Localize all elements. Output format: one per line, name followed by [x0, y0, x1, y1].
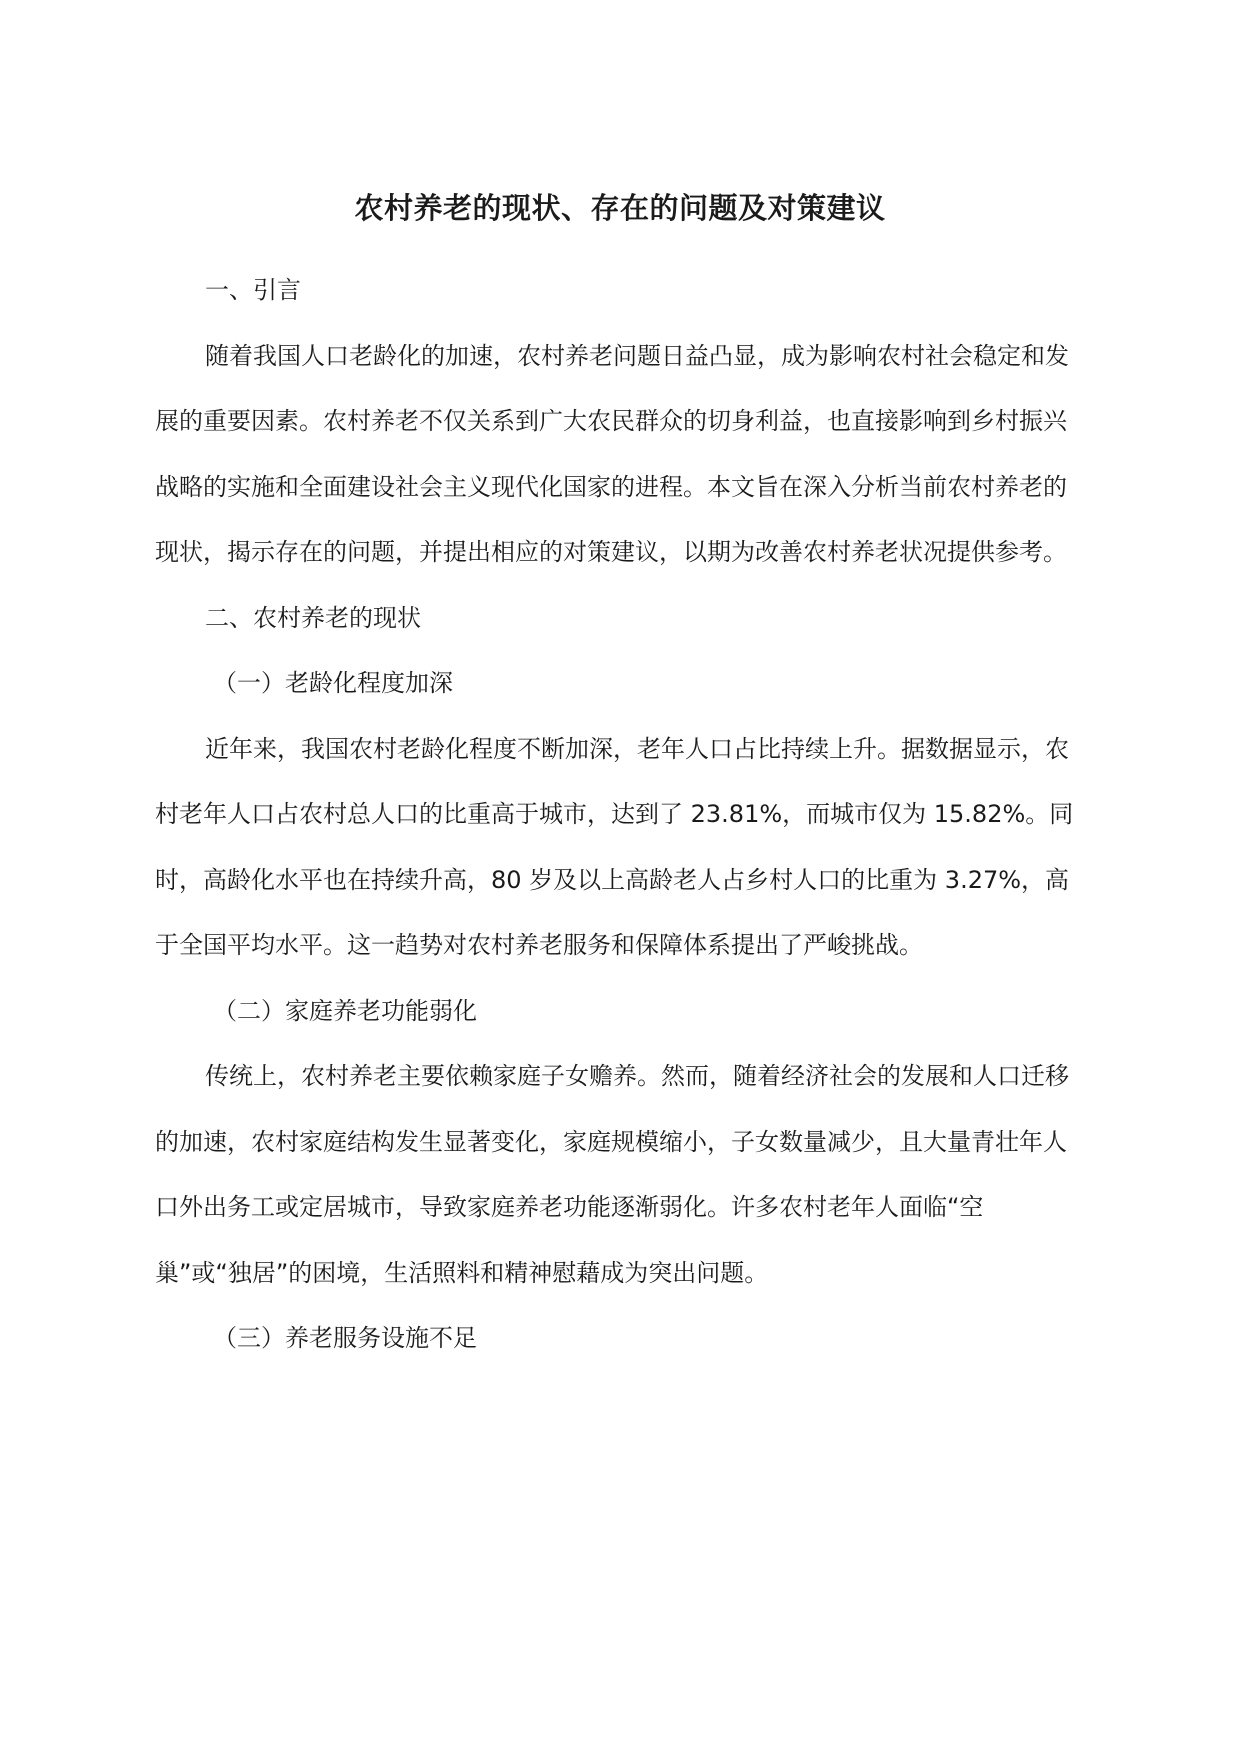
subsection-heading-aging: （一）老龄化程度加深: [213, 669, 453, 697]
section-heading-intro: 一、引言: [205, 276, 301, 304]
subsection-heading-facilities: （三）养老服务设施不足: [213, 1324, 477, 1352]
section-heading-status: 二、农村养老的现状: [205, 603, 421, 632]
document-title: 农村养老的现状、存在的问题及对策建议: [354, 191, 886, 225]
paragraph-family: 传统上，农村养老主要依赖家庭子女赡养。然而，随着经济社会的发展和人口迁移的加速，农村家庭结构发生显著变化，家庭规模缩小，子女数量减少，且大量青壮年人口外出务工或定居城市，导致家庭养老功能逐渐弱化。许多农村老年人面临“空巢”或“独居”的困境，生活照料和精神慰藉成为突出问题。: [155, 1062, 1069, 1287]
paragraph-intro: 随着我国人口老龄化的加速，农村养老问题日益凸显，成为影响农村社会稳定和发展的重要因素。农村养老不仅关系到广大农民群众的切身利益，也直接影响到乡村振兴战略的实施和全面建设社会主义现代化国家的进程。本文旨在深入分析当前农村养老的现状，揭示存在的问题，并提出相应的对策建议，以期为改善农村养老状况提供参考。: [155, 341, 1069, 566]
subsection-heading-family: （二）家庭养老功能弱化: [213, 996, 477, 1025]
document-body: [155, 258, 1075, 1372]
paragraph-aging: 近年来，我国农村老龄化程度不断加深，老年人口占比持续上升。据数据显示，农村老年人口占农村总人口的比重高于城市，达到了 23.81%，而城市仅为 15.82%。同时，高龄化水平也在持续升高，80 岁及以上高龄老人占乡村人口的比重为 3.27%，高于全国平均水平。这一趋势对农村养老服务和保障体系提出了严峻挑战。: [155, 734, 1074, 959]
